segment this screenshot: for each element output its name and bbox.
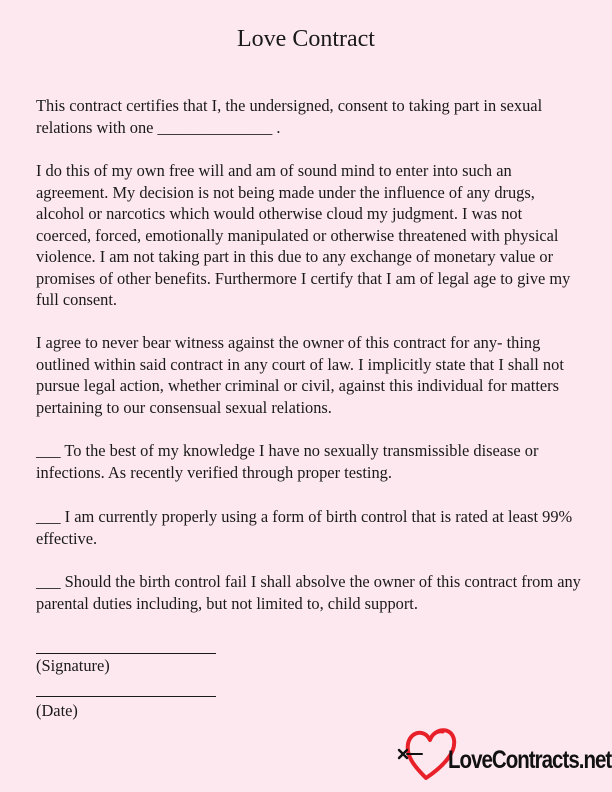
logo-text: LoveContracts.net — [448, 746, 612, 774]
signature-line[interactable] — [36, 653, 216, 654]
paragraph-no-disease: ___ To the best of my knowledge I have no sexually transmissible disease or infections. As recently verified through proper testing. — [36, 441, 539, 482]
paragraph-absolve: ___ Should the birth control fail I shall absolve the owner of this contract from any parental duties including, but not limited to, child support. — [36, 572, 581, 613]
paragraph-no-witness: I agree to never bear witness against the owner of this contract for any- thing outlined within said contract in any court of law. I implicitly state that I shall not pursue legal action, whether criminal or civil, against this individual for matters pertaining to our consensual sexual relations. — [36, 333, 564, 417]
paragraph-birth-control: ___ I am currently properly using a form of birth control that is rated at least 99% effective. — [36, 507, 573, 548]
site-logo — [396, 722, 612, 784]
paragraph-free-will: I do this of my own free will and am of sound mind to enter into such an agreement. My decision is not being made under the influence of any drugs, alcohol or narcotics which would otherwise cloud my judgment. I was not coerced, forced, emotionally manipulated or otherwise threatened with physical violence. I am not taking part in this due to any exchange of monetary value or promises of other benefits. Furthermore I certify that I am of legal age to give my full consent. — [36, 161, 571, 309]
page-title: Love Contract — [237, 26, 375, 52]
paragraph-consent: This contract certifies that I, the undersigned, consent to taking part in sexual relations with one ______________ . — [36, 96, 543, 137]
date-label: (Date) — [36, 701, 78, 720]
signature-label: (Signature) — [36, 656, 110, 675]
date-line[interactable] — [36, 696, 216, 697]
